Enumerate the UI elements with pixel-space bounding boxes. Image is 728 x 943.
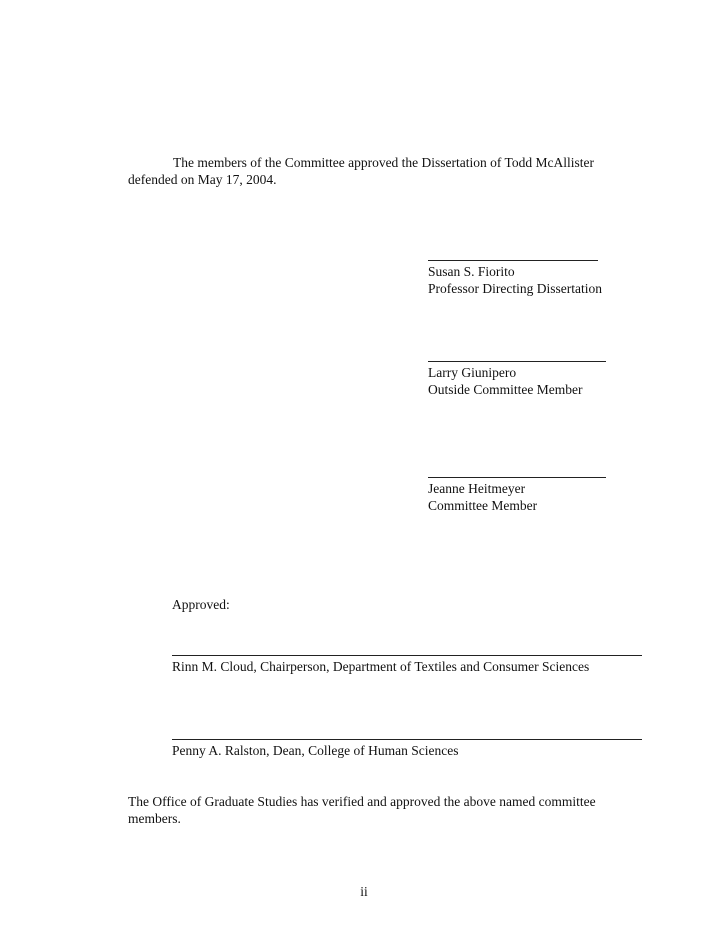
signer-name: Jeanne Heitmeyer <box>428 481 526 496</box>
office-note-line-2: members. <box>128 811 181 826</box>
approval-block-dean <box>172 727 642 759</box>
approval-block-chairperson <box>172 643 642 675</box>
approver-text: Penny A. Ralston, Dean, College of Human Sciences <box>172 743 459 758</box>
signer-role: Professor Directing Dissertation <box>428 281 602 296</box>
signer-name: Larry Giunipero <box>428 365 517 380</box>
signature-line <box>428 248 598 261</box>
signer-role: Outside Committee Member <box>428 382 583 397</box>
signature-block-outside-member <box>428 349 606 398</box>
signature-line <box>172 643 642 656</box>
signature-block-committee-member <box>428 465 606 514</box>
signer-name: Susan S. Fiorito <box>428 264 515 279</box>
page-number: ii <box>360 884 368 899</box>
approved-label: Approved: <box>172 597 230 612</box>
signature-line <box>428 465 606 478</box>
graduate-office-note <box>128 793 648 827</box>
intro-paragraph <box>128 154 648 188</box>
signature-line <box>172 727 642 740</box>
signer-role: Committee Member <box>428 498 538 513</box>
approver-text: Rinn M. Cloud, Chairperson, Department of Textiles and Consumer Sciences <box>172 659 590 674</box>
intro-line-1: The members of the Committee approved the Dissertation of Todd McAllister <box>173 155 594 170</box>
signature-line <box>428 349 606 362</box>
signature-block-major-professor <box>428 248 602 297</box>
intro-line-2: defended on May 17, 2004. <box>128 172 277 187</box>
office-note-line-1: The Office of Graduate Studies has verified and approved the above named committee <box>128 794 596 809</box>
